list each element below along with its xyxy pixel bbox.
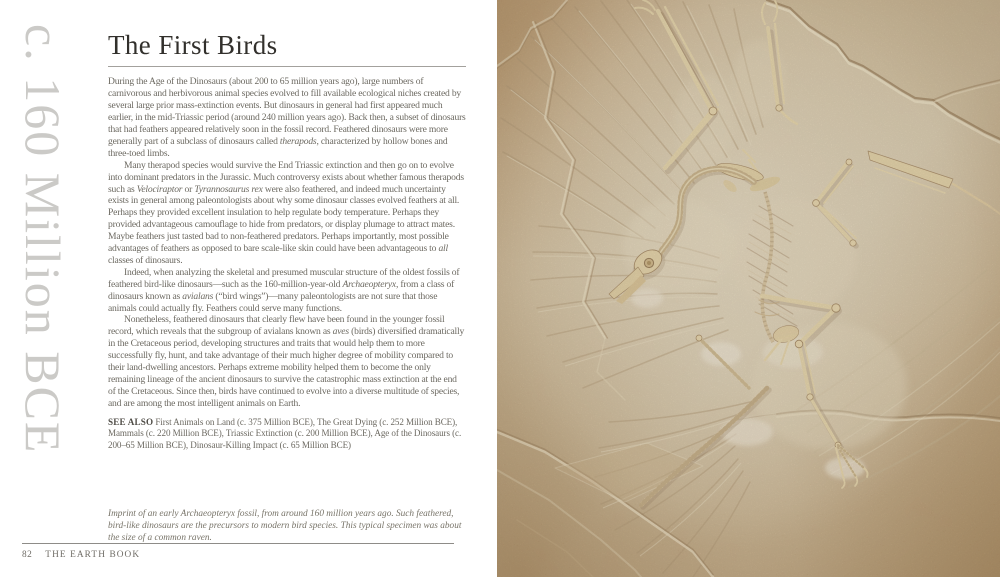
book-title: THE EARTH BOOK	[45, 550, 141, 560]
article-body	[108, 76, 466, 409]
body-paragraph: Nonetheless, feathered dinosaurs that clearly flew have been found in the younger fossil record, which reveals that the subgroup of avialans known as aves (birds) diversified dramatically in the Cretaceous period, developing structures and traits that would help them to more successfully fly, hunt, and take advantage of their much higher degree of mobility compared to their land-dwelling ancestors. Perhaps extreme mobility helped them to become the only remaining lineage of the ancient dinosaurs to survive the catastrophic mass extinction at the end of the Cretaceous. Since then, birds have continued to evolve into a diverse multitude of species, and are among the most intelligent animals on Earth.	[108, 314, 465, 409]
archaeopteryx-fossil-photo	[497, 0, 1000, 577]
footer-rule	[22, 543, 454, 544]
photo-caption: Imprint of an early Archaeopteryx fossil, from around 160 million years ago. Such feathered, bird-like dinosaurs are the precursors to modern bird species. This typical specimen was about the size of a common raven.	[108, 509, 462, 543]
page-footer	[22, 550, 140, 560]
title-rule	[108, 66, 466, 67]
page-title: The First Birds	[108, 30, 278, 60]
body-paragraph: Indeed, when analyzing the skeletal and presumed muscular structure of the oldest fossils of feathered bird-like dinosaurs—such as the 160-million-year-old Archaeopteryx, from a class of dinosaurs known as avialans (“bird wings”)—many paleontologists are not sure that those animals could actually fly. Feathers could serve many functions.	[108, 266, 460, 314]
see-also-text: First Animals on Land (c. 375 Million BCE), The Great Dying (c. 252 Million BCE), Mammals (c. 220 Million BCE), Triassic Extinction (c. 200 Million BCE), Age of the Dinosaurs (c. 200–65 Million BCE), Dinosaur-Killing Impact (c. 65 Million BCE)	[108, 416, 462, 450]
body-paragraph: Many therapod species would survive the End Triassic extinction and then go on to evolve into dominant predators in the Jurassic. Much controversy exists about whether famous therapods such as Velociraptor or Tyrannosaurus rex were also feathered, and indeed much uncertainty exists in general among paleontologists about why some dinosaur classes evolved feathers at all. Perhaps they provided excellent insulation to help regulate body temperature. Perhaps they provided advantageous camouflage to hide from predators, or display plumage to attract mates. Maybe feathers just tasted bad to non-feathered predators. Perhaps importantly, most possible advantages of feathers as opposed to bare scale-like skin could have been advantageous to all classes of dinosaurs.	[108, 159, 464, 266]
fossil-illustration	[497, 0, 1000, 577]
article	[108, 0, 466, 451]
body-paragraph: During the Age of the Dinosaurs (about 200 to 65 million years ago), large numbers of carnivorous and herbivorous animal species evolved to fill available ecological niches created by several large prior mass-extinction events. But dinosaurs in general had first appeared much earlier, in the mid-Triassic period (around 240 million years ago). Back then, a subset of dinosaurs that had feathers appeared relatively soon in the fossil record. Feathered dinosaurs were more generally part of a subclass of dinosaurs called therapods, characterized by hollow bones and three-toed limbs.	[108, 76, 466, 159]
see-also	[108, 417, 466, 451]
see-also-label: SEE ALSO	[108, 416, 154, 427]
timeline-date-sidebar: c. 160 Million BCE	[15, 24, 71, 455]
page-number: 82	[22, 550, 33, 560]
